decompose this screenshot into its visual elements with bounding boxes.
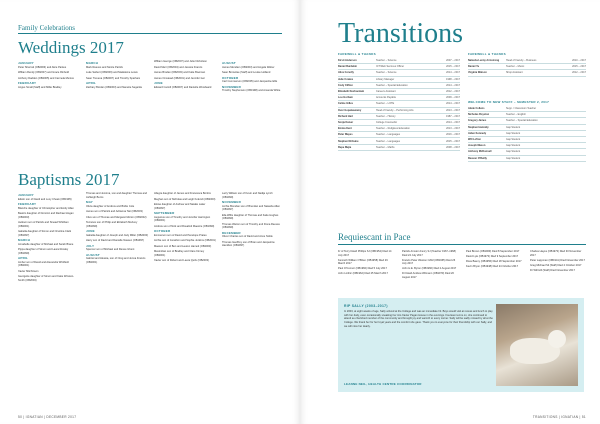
requiescat-list [338, 250, 586, 281]
obituary-entry: Francis Peter Weston OAM (OB1965) Died 26 July 2017 [402, 258, 456, 266]
list-item: Isabella daughter of Joseph and Jody Miller (OB2000) [86, 233, 148, 237]
list-item: James son of Patrick and Adrianna Tait (OB2003) [86, 210, 143, 213]
table-cell: Head of Faculty – Business [506, 59, 537, 63]
list-item: Terrance son of Philip and Elizabeth McAvoy (OB1999) [86, 221, 138, 228]
table-cell: Kirsti Anderson [338, 59, 357, 63]
list-item: Sean Brownlee (Staff) and Louise Holland [222, 71, 271, 74]
table-cell: Richard Hart [338, 114, 354, 118]
list-column [86, 192, 148, 284]
obituary-entry: Kevin Bryon (OB1948) Died 24 October 2017 [466, 265, 519, 269]
list-item: Gabriel and Alessia, son of Oreg and Jenna Francis (OB2001) [86, 257, 146, 264]
table-cell: 2009 – 2017 [446, 96, 460, 100]
obituary-entry: David Lyle (OB1973) Died 9 September 2017 [466, 255, 519, 259]
farewell-heading: FAREWELL & THANKS [338, 52, 376, 56]
month-heading: AUGUST [222, 61, 236, 65]
table-cell: Teacher – Languages [376, 133, 401, 137]
month-heading: DECEMBER [222, 230, 241, 235]
table-cell: College Counsellor [376, 120, 398, 124]
table-cell: Supp. / Classroom Teacher [506, 107, 537, 111]
table-cell: Julie Cowles [338, 77, 354, 81]
table-cell: Sonja Kaiser [338, 120, 354, 124]
list-column [222, 192, 284, 284]
table-cell: Head of Faculty – Performing Arts [376, 108, 414, 112]
table-cell: 2012 – 2017 [446, 90, 460, 94]
list-item: Eloise daughter of Andrew and Natalie Laker (OB1997) [154, 203, 206, 210]
table-cell: Alice Conolly [338, 71, 354, 75]
table-cell: Teacher – Science [376, 59, 397, 63]
page-footer-right: TRANSITIONS | IGNATIAN | 51 [532, 415, 586, 419]
month-heading: MARCH [86, 61, 99, 65]
list-column [154, 60, 216, 95]
month-heading: MAY [86, 200, 93, 204]
table-cell: Lou Gorham [338, 96, 353, 100]
month-heading: JULY [86, 243, 95, 248]
obituary-entry: Paul Brown (OB1969) Died 8 September 2017 [466, 250, 520, 253]
list-item: Harry son of David and Danielle Nassen (OB1997) [86, 239, 145, 242]
table-cell: Accounts Payable [376, 96, 397, 100]
obituary-entry: Fr of Terry David Phillips SJ (OB1954) Died 14 July 2017 [338, 250, 392, 257]
obituary-entry: Paul O'Connor (OB1960) Died 5 July 2017 [338, 267, 387, 271]
table-cell: 2016 – 2017 [446, 133, 460, 137]
table-cell: 2015 – 2017 [572, 65, 586, 69]
table-cell: Virginia Watson [468, 71, 487, 75]
table-cell: 2014 – 2017 [446, 71, 460, 75]
right-page [300, 0, 600, 424]
list-item: Luke Seibert (OB2009) and Madeleine Lewis [86, 71, 138, 74]
month-heading: JANUARY [18, 61, 34, 65]
list-column [222, 60, 284, 95]
farewell-table [338, 52, 460, 151]
table-cell: ICT/Web Services Officer [376, 65, 405, 69]
list-item: Augustus son of Timothy and Jennifer Harrington (OB2001) [154, 215, 211, 222]
table-cell: Shop Assistant [506, 71, 523, 75]
list-item: Pippa daughter of Simon and Laura Rowley (OB1999) [18, 248, 69, 255]
obituary-entry: Ross Bauny (OB1956) Died 18 September 2017 [466, 260, 522, 264]
table-cell: 2008 – 2017 [446, 145, 460, 149]
section-label: Family Celebrations [18, 24, 75, 32]
list-column [154, 192, 216, 284]
baptisms-list [18, 192, 284, 284]
table-cell: Gap Student [506, 156, 521, 160]
table-cell: 2014 – 2017 [446, 120, 460, 124]
list-item: Allegra daughter of James and Francesca Bonfox [154, 192, 211, 195]
table-cell: Elizabeth Desfountain [338, 90, 365, 94]
requiescat-column [338, 250, 394, 281]
table-cell: 1998 – 2017 [446, 77, 460, 81]
obituary-entry: Kenneth William O'Brien (OB1958) Died 29 March 2017 [338, 258, 388, 266]
table-cell: Teacher – Special Education [376, 83, 408, 87]
list-item: Edward Carroll (OB2007) and Danielle Woodward [154, 85, 212, 89]
list-item: Emmerson son of David and Penelope Prates [154, 233, 207, 237]
list-item: David Marr (OB2004) and Jessica Francis [154, 65, 203, 69]
list-item: Isabella daughter of Simon and Orsolina Clark (OB1997) [18, 230, 72, 237]
table-cell: Teacher – Science [376, 71, 397, 75]
month-heading: OCTOBER [154, 229, 171, 233]
list-item: Sean Trevena (OB2007) and Timothy Sparham [86, 76, 141, 80]
table-cell: Teacher – Music [506, 65, 525, 69]
list-item: Mark Reeves and Nicole Patrick [86, 65, 123, 69]
page-footer: 50 | IGNATIAN | DECEMBER 2017 [18, 415, 77, 419]
requiescat-rule [338, 244, 586, 245]
obituary-entry: John Linthic (OB1962) Died 25 March 2017 [338, 272, 388, 276]
obituary-entry: Dr David Andrew Wilmann (OB1970) Died 20 August 2017 [402, 272, 454, 280]
table-cell: 2014 – 2017 [446, 102, 460, 106]
table-cell: 2015 – 2017 [446, 65, 460, 69]
table-cell: Teacher – History [376, 114, 396, 118]
obituary-entry: Patrick Arnston Fenry SJ (Teacher 1967–1968) Died 24 July 2017 [402, 250, 456, 257]
month-heading: JANUARY [18, 193, 34, 197]
table-cell: Celine Gilles [338, 102, 354, 106]
table-cell: Emma Kent [338, 127, 352, 131]
table-cell: Gap Student [506, 131, 521, 135]
list-item: Beatrix daughter of Dominic and Rachael Hogan (OB2003) [18, 212, 74, 219]
table-cell: Anthony McDonnell [468, 150, 492, 154]
weddings-list [18, 60, 284, 95]
table-cell: Over Gopalaswamy [338, 108, 362, 112]
memorial-body: In 2003, at eight weeks of age, Sally arrived at the College and was an immediate hit. Boys would visit at recess and lunch to play with her daily, even occasionally sneaking her into Xavier Pagan House in the evenings. Fourteen terms on, she continued to attend as cherished member of the community and brought joy and warmth to every corner. Sally will be sadly missed by all at the College. We thank her for her loyal years and the comfort she gave. Thank you to everyone for their friendship with our Sally, and we will miss her dearly. [344, 310, 493, 328]
list-item: Thomas Geoffrey son of Brian and Jacqueline Hamilton (OB1997) [222, 240, 275, 247]
table-cell: Peter Mayes [338, 133, 353, 137]
list-column [86, 60, 148, 95]
month-heading: NOVEMBER [222, 84, 241, 89]
list-item: Anthony Dadden (OB2005) and Carmela Munice [18, 76, 74, 80]
obituary-entry: John H.E. Byron (OB1966) Died 2 August 2017 [402, 267, 457, 271]
list-item: Oliver Charles son of David and Anne Noble [222, 235, 273, 238]
requiescat-column [402, 250, 458, 281]
table-cell: 2013 – 2017 [446, 108, 460, 112]
table-cell: Library Manager [376, 77, 395, 81]
table-row [468, 70, 586, 76]
table-cell: Reason O'Reilly [468, 156, 487, 160]
table-cell: 2010 – 2017 [572, 59, 586, 63]
obituary-entry: Charles Hayes (OB1973) Died 30 November 2017 [530, 250, 582, 257]
farewell-heading-2: FAREWELL & THANKS [468, 52, 506, 56]
table-cell: Natasha Lenny Armstrong [468, 59, 500, 63]
month-heading: JUNE [86, 229, 95, 233]
dog-head-shape [548, 330, 566, 348]
list-item: Angus Small (Staff) and Millie Bradley [18, 85, 62, 89]
table-cell: Careers Assistant [376, 90, 396, 94]
table-row [338, 145, 460, 151]
memorial-box [338, 298, 584, 392]
list-item: Xavier Mitchinson [18, 269, 39, 273]
list-item: Meghan son of Nicholas and Leigh Kolendt (OB2000) [154, 197, 216, 201]
requiescat-title: Requiescant in Pace [338, 232, 411, 242]
list-item: Clive son of Thomas and Margaret Morton (OB2002) [86, 215, 147, 219]
dog-photo [496, 304, 578, 386]
baptisms-title: Baptisms 2017 [18, 170, 120, 189]
list-item: Archie Brendan son of Brendan and Natasha Allen (OB1997) [222, 204, 280, 211]
memorial-heading: RIP SALLY (2003–2017) [344, 304, 388, 308]
list-item: Thomas Warren son of Timothy and Fiona Reeves (OB1999) [222, 222, 280, 229]
list-item: Ella Willis daughter of Thomas and Katie Hughes (OB1999) [222, 213, 279, 220]
table-cell: Teacher – English [506, 113, 526, 117]
table-cell: Rupe Mejia [338, 145, 352, 149]
table-cell: Teacher – LOTE [376, 102, 395, 106]
list-item: James Omstead (OB2001) and Jennifer Iser [154, 76, 205, 80]
table-cell: 2007 – 2017 [446, 59, 460, 63]
list-item: Timothy Stephenson (OB1998) and Amanda White [222, 89, 281, 92]
obituary-entry: Greg Michael Sil (Staff) Died 4 October 2017 [530, 263, 582, 267]
list-item: Spencer son of Michael and Renee Ghent [86, 248, 135, 251]
list-item: Jackson son of Patrick and Sinead Whitham (OB2001) [18, 221, 69, 228]
table-cell: 1987 – 2017 [446, 114, 460, 118]
table-cell: 2014 – 2017 [446, 83, 460, 87]
table-cell: Nicholas Royston [468, 113, 490, 117]
section-rule [18, 33, 282, 34]
list-item: Larry William son of Kevin and Nadija Lynch (OB1999) [222, 192, 273, 199]
table-cell: Gap Student [506, 125, 521, 129]
list-item: William George (OB2007) and Julie Nicholson [154, 60, 207, 63]
month-heading: FEBRUARY [18, 81, 37, 85]
list-item: Maeson son of Ben and Lauren Hamett (OB2003) [154, 244, 212, 248]
table-cell: Gap Student [506, 138, 521, 142]
list-item: Archie son of Jonathon and Sophie Jenkins (OB2001) [154, 239, 216, 242]
table-cell: 2012 – 2017 [572, 71, 586, 75]
month-heading: NOVEMBER [222, 200, 241, 204]
obituary-entry: Peter Lappman (OB1941) Died November 2017 [530, 258, 585, 262]
requiescat-column [466, 250, 522, 281]
list-item: James Mendam (OB2003) and Angela Weber [222, 65, 275, 69]
table-cell: Teacher – Religious Education [376, 127, 410, 131]
list-item: Annabelle daughter of Michael and Sarah Brane [18, 242, 74, 246]
table-cell: Will Lofton [468, 138, 481, 142]
month-heading: OCTOBER [222, 75, 239, 80]
weddings-title: Weddings 2017 [18, 38, 124, 57]
table-cell: Gap Student [506, 150, 521, 154]
list-item: Andrew son of Nick and Rosalind Maestre (OB1999) [154, 224, 215, 228]
memorial-signature: LEANNE NEIL, HEALTH CENTRE COORDINATOR [344, 382, 422, 386]
table-cell: Daniel Yu [468, 65, 480, 69]
month-heading: APRIL [86, 81, 96, 85]
month-heading: SEPTEMBER [154, 211, 175, 215]
table-row [468, 156, 586, 162]
list-item: Thomas and Jemima, son and daughter Thomas and Ashleigh Burns [86, 192, 147, 199]
farewell-table-2 [468, 52, 586, 77]
table-cell: Gap Student [506, 144, 521, 148]
welcome-table [468, 100, 586, 162]
list-column [18, 192, 80, 284]
list-item: Carl Cummerson (OB2005) and Jacqueline Ellis [222, 80, 278, 83]
month-heading: AUGUST [86, 252, 100, 257]
list-item: Blanche daughter of Christopher and Emily Allan [18, 206, 74, 210]
table-cell: Stephen McGuire [338, 139, 359, 143]
welcome-heading: WELCOME TO NEW STAFF – SEMESTER 2, 2017 [468, 100, 550, 104]
list-item: William Rendy (OB2007) and Grace Rinbold [18, 71, 69, 74]
table-cell: Cody Clifton [338, 83, 353, 87]
list-item: Peter Sherratt (OB2003) and Alice Parkes [18, 65, 67, 69]
list-item: Edwin son of David and Lucy Cheek (OB1995) [18, 197, 72, 201]
table-cell: Stephen Hanratty [468, 125, 489, 129]
table-cell: Teacher – Languages [376, 139, 401, 143]
list-item: Georgette daughter of Simon and Katie Winston-Smith (OB2004) [18, 275, 75, 282]
month-heading: APRIL [18, 256, 28, 260]
list-item: Xavier son of Robert and Laura Quirk (OB2003) [154, 259, 209, 262]
table-cell: Joseph Mason [468, 144, 486, 148]
list-item: Maximilian son of Bradley and Clare Kinney (OB2001) [154, 250, 205, 257]
month-heading: MARCH [18, 238, 31, 242]
obituary-entry: Dr Will Hill (Staff) Died November 2017 [530, 268, 575, 272]
month-heading: JUNE [154, 81, 163, 85]
list-item: Amber son of David and Alexandra Whitfield (OB2001) [18, 260, 69, 267]
transitions-title: Transitions [338, 18, 464, 49]
list-item: Olivia daughter of Andrew and Bridie Cole [86, 204, 135, 208]
requiescat-column [530, 250, 586, 281]
table-cell: Daniel Burdekin [338, 65, 358, 69]
table-cell: 2013 – 2017 [446, 127, 460, 131]
table-cell: 2015 – 2017 [446, 139, 460, 143]
table-cell: Teacher – Maths [376, 145, 395, 149]
list-column [18, 60, 80, 95]
table-cell: Aiden Kennedy [468, 131, 487, 135]
list-item: James Brodan (OB2003) and Katie Bowman [154, 71, 206, 74]
list-item: Zachary Brodan (OB2003) and Nanette Segarda [86, 85, 142, 89]
table-cell: Adele Collens [468, 107, 485, 111]
month-heading: FEBRUARY [18, 202, 37, 206]
table-cell: Teacher – Special Education [506, 119, 538, 123]
table-cell: Gregory James [468, 119, 487, 123]
